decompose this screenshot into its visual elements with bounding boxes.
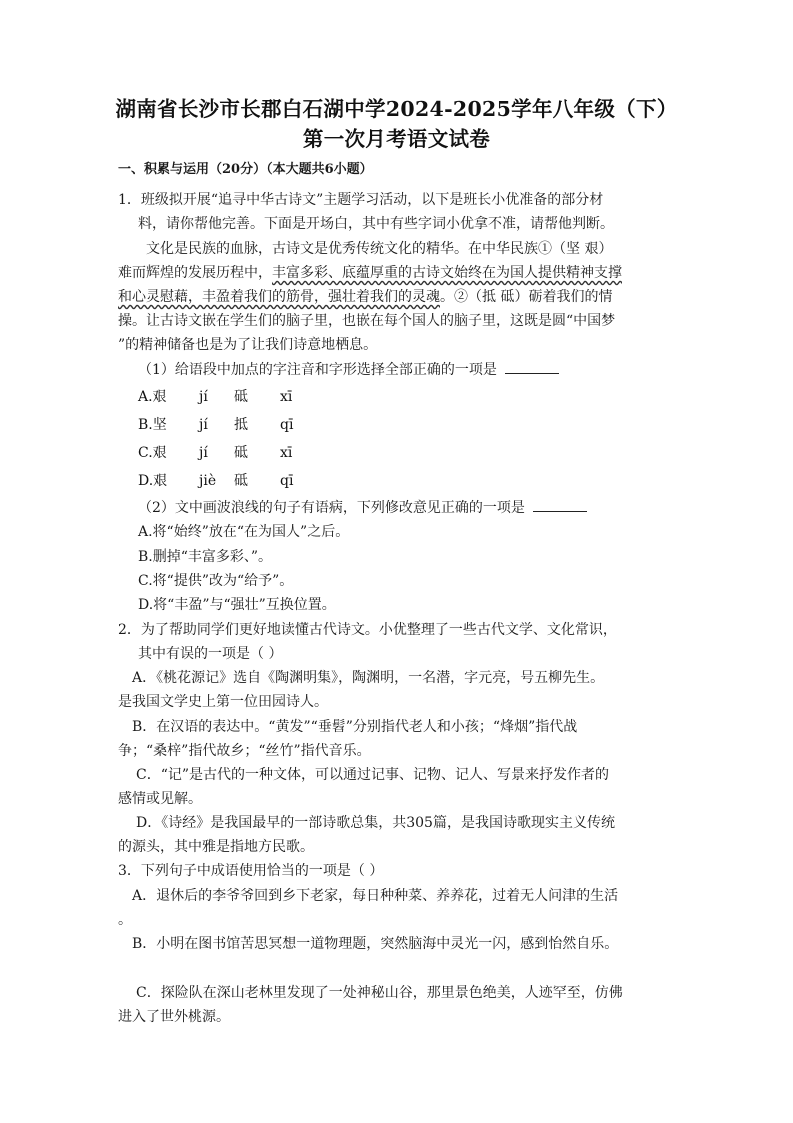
q2-option-d-line2: 的源头，其中雅是指地方民歌。 (118, 839, 314, 855)
section-heading: 一、积累与运用（20分）（本大题共6小题） (118, 162, 373, 177)
q1-wavy-sentence-part2: 和心灵慰藉，丰盈着我们的筋骨，强壮着我们的灵魂 (118, 289, 440, 305)
q1-passage-line2-plain: 难而辉煌的发展历程中， (118, 265, 272, 281)
q2-option-b-line1: B．在汉语的表达中。“黄发”“垂髫”分别指代老人和小孩；“烽烟”指代战 (132, 719, 578, 735)
q1-sub1-option-d-char: 砥 (234, 473, 248, 489)
q2-option-c-line2: 感情或见解。 (118, 791, 202, 807)
exam-title-line1: 湖南省长沙市长郡白石湖中学2024-2025学年八年级（下） (115, 97, 678, 121)
q1-sub2-option-a: A.将“始终”放在“在为国人”之后。 (138, 524, 350, 540)
q1-sub1-option-b-char: 抵 (234, 417, 248, 433)
q3-option-c-line1: C．探险队在深山老林里发现了一处神秘山谷，那里景色绝美，人迹罕至，仿佛 (136, 985, 623, 1001)
q1-sub1-option-d-letter: D.艰 (138, 473, 168, 489)
q1-stem-line1: 1．班级拟开展“追寻中华古诗文”主题学习活动，以下是班长小优准备的部分材 (118, 192, 604, 208)
q3-stem: 3．下列句子中成语使用恰当的一项是（ ） (118, 863, 384, 879)
q1-sub1-option-a-char: 砥 (234, 389, 248, 405)
q1-sub1-prompt (138, 361, 559, 379)
q1-passage-line4: 操。让古诗文嵌在学生们的脑子里，也嵌在每个国人的脑子里，这既是圆“中国梦 (118, 313, 616, 329)
q1-sub1-option-a-letter: A.艰 (138, 389, 167, 405)
q2-stem-line1: 2．为了帮助同学们更好地读懂古代诗文。小优整理了一些古代文学、文化常识， (118, 622, 617, 638)
q1-sub1-option-b-pinyin: jí (199, 417, 208, 433)
q1-sub2-option-d: D.将“丰盈”与“强壮”互换位置。 (138, 597, 336, 613)
q2-stem-line2: 其中有误的一项是（ ） (138, 646, 283, 662)
q2-option-b-line2: 争；“桑梓”指代故乡；“丝竹”指代音乐。 (118, 743, 371, 759)
q1-sub1-option-d-pinyin: jiè (199, 473, 217, 489)
q1-sub1-option-d-pinyin2: qī (280, 473, 294, 489)
q3-option-a-line2: 。 (118, 912, 132, 928)
answer-blank (533, 499, 587, 512)
exam-title-line2: 第一次月考语文试卷 (302, 127, 491, 151)
q1-sub2-option-b: B.删掉“丰富多彩、”。 (138, 549, 273, 565)
q1-sub1-option-a-pinyin: jí (199, 389, 208, 405)
q3-option-a-line1: A．退休后的李爷爷回到乡下老家，每日种种菜、养养花，过着无人问津的生活 (132, 888, 619, 904)
q2-option-c-line1: C．“记”是古代的一种文体，可以通过记事、记物、记人、写景来抒发作者的 (136, 767, 610, 783)
q2-option-a-line1: A．《桃花源记》选自《陶渊明集》，陶渊明，一名潜，字元亮，号五柳先生。 (132, 670, 605, 686)
q1-passage-line2 (118, 264, 622, 282)
q1-sub2-option-c: C.将“提供”改为“给予”。 (138, 573, 294, 589)
q1-sub1-option-b-letter: B.坚 (138, 417, 167, 433)
q2-option-d-line1: D．《诗经》是我国最早的一部诗歌总集，共305篇，是我国诗歌现实主义传统 (136, 815, 615, 831)
q3-option-c-line2: 进入了世外桃源。 (118, 1009, 230, 1025)
q1-passage-line1: 文化是民族的血脉，古诗文是优秀传统文化的精华。在中华民族①（坚 艰） (146, 241, 613, 257)
q1-sub1-option-a-pinyin2: xī (280, 389, 293, 405)
q1-sub2-prompt (138, 499, 587, 517)
q3-option-b: B．小明在图书馆苦思冥想一道物理题，突然脑海中灵光一闪，感到怡然自乐。 (132, 936, 619, 952)
q1-sub1-option-c-pinyin: jí (199, 445, 208, 461)
q1-sub1-option-c-char: 砥 (234, 445, 248, 461)
q1-sub1-option-c-letter: C.艰 (138, 445, 167, 461)
q1-sub1-prompt-text: （1）给语段中加点的字注音和字形选择全部正确的一项是 (138, 362, 497, 378)
q1-wavy-sentence-part1: 丰富多彩、底蕴厚重的古诗文始终在为国人提供精神支撑 (272, 265, 622, 281)
q1-sub1-option-c-pinyin2: xī (280, 445, 293, 461)
q1-stem-line2: 料，请你帮他完善。下面是开场白，其中有些字词小优拿不准，请帮他判断。 (138, 216, 614, 232)
q2-option-a-line2: 是我国文学史上第一位田园诗人。 (118, 694, 328, 710)
q1-passage-line3 (118, 288, 612, 306)
q1-sub2-prompt-text: （2）文中画波浪线的句子有语病，下列修改意见正确的一项是 (138, 500, 525, 516)
answer-blank (505, 361, 559, 374)
q1-passage-line3-plain: 。②（抵 砥）砺着我们的情 (440, 289, 613, 305)
q1-passage-line5: ”的精神储备也是为了让我们诗意地栖息。 (118, 337, 378, 353)
q1-sub1-option-b-pinyin2: qī (280, 417, 294, 433)
